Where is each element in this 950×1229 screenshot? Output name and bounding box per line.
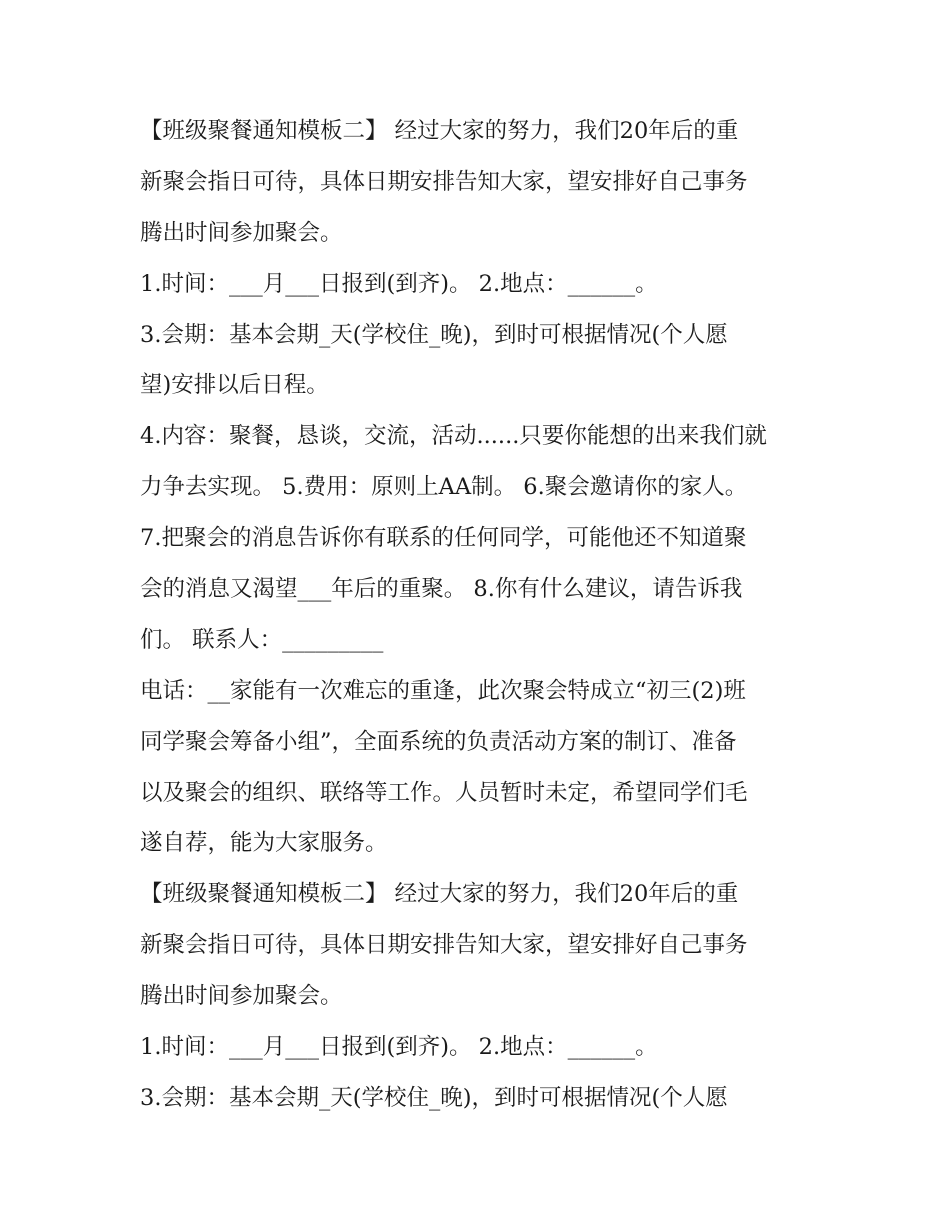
text-line: 1.时间：___月___日报到(到齐)。 2.地点：______。	[140, 270, 658, 297]
paragraph-notify-contact	[140, 513, 820, 666]
paragraph-content-fee	[140, 411, 820, 513]
text-line: 【班级聚餐通知模板二】 经过大家的努力，我们20年后的重	[140, 118, 739, 144]
text-line: 【班级聚餐通知模板二】 经过大家的努力，我们20年后的重	[140, 881, 739, 908]
paragraph-time-location	[140, 259, 820, 310]
document-body	[140, 106, 820, 1124]
text-line: 7.把聚会的消息告诉你有联系的任何同学，可能他还不知道聚	[140, 525, 747, 552]
text-line: 电话：__家能有一次难忘的重逢，此次聚会特成立“初三(2)班	[140, 677, 746, 704]
paragraph-intro-repeat	[140, 869, 820, 1022]
text-line: 新聚会指日可待，具体日期安排告知大家，望安排好自己事务	[140, 932, 748, 959]
text-line: 会的消息又渴望___年后的重聚。 8.你有什么建议，请告诉我	[140, 576, 743, 603]
text-line: 新聚会指日可待，具体日期安排告知大家，望安排好自己事务	[140, 168, 748, 195]
text-line: 3.会期：基本会期_天(学校住_晚)，到时可根据情况(个人愿	[140, 321, 728, 348]
text-line: 腾出时间参加聚会。	[140, 219, 343, 246]
text-line: 们。 联系人：_________	[140, 626, 384, 653]
paragraph-committee	[140, 666, 820, 870]
paragraph-time-location-repeat	[140, 1022, 820, 1073]
text-line: 3.会期：基本会期_天(学校住_晚)，到时可根据情况(个人愿	[140, 1084, 728, 1111]
text-line: 力争去实现。 5.费用：原则上AA制。 6.聚会邀请你的家人。	[140, 474, 748, 501]
text-line: 4.内容：聚餐，恳谈，交流，活动......只要你能想的出来我们就	[140, 423, 767, 450]
text-line: 同学聚会筹备小组”，全面系统的负责活动方案的制订、准备	[140, 728, 737, 755]
text-line: 腾出时间参加聚会。	[140, 983, 343, 1010]
paragraph-intro	[140, 106, 820, 259]
paragraph-session	[140, 310, 820, 412]
text-line: 望)安排以后日程。	[140, 372, 329, 399]
text-line: 1.时间：___月___日报到(到齐)。 2.地点：______。	[140, 1034, 658, 1061]
paragraph-session-repeat	[140, 1073, 820, 1124]
text-line: 以及聚会的组织、联络等工作。人员暂时未定，希望同学们毛	[140, 779, 748, 806]
text-line: 遂自荐，能为大家服务。	[140, 830, 388, 857]
